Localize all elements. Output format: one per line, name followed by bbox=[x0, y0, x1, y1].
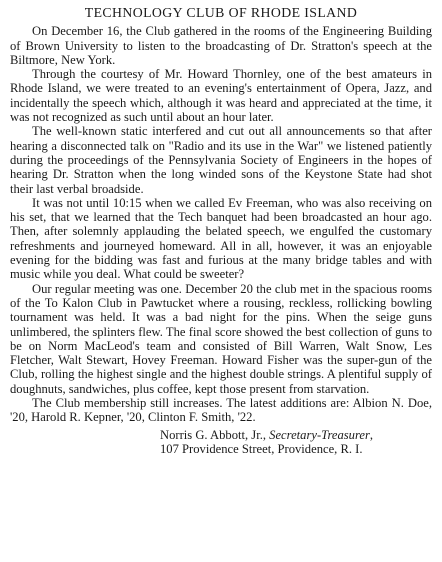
signature-address: 107 Providence Street, Providence, R. I. bbox=[160, 441, 363, 456]
signature-role: Secretary-Treasurer bbox=[269, 427, 370, 442]
paragraph-static-interference: The well-known static interfered and cut out all announcements so that after hearing a disconnected talk on "Radio and its use in the War" we listened patiently during the proceedings of the Pennsylvania Society of Engineers in the hopes of hearing Dr. Stratton when the long winded sons of the Keystone State had shot their last verbal broadside. bbox=[10, 124, 432, 196]
paragraph-thornley-courtesy: Through the courtesy of Mr. Howard Thornley, one of the best amateurs in Rhode Island, we were treated to an evening's entertainment of Opera, Jazz, and incidentally the speech which, although it was heard and appreciated at the time, it was not recognized as such until about an hour later. bbox=[10, 67, 432, 125]
signature-name: Norris G. Abbott, Jr., bbox=[160, 427, 270, 442]
paragraph-membership: The Club membership still increases. The latest additions are: Albion N. Doe, '20, Harold R. Kepner, '20, Clinton F. Smith, '22. bbox=[10, 396, 432, 425]
paragraph-bowling-meeting: Our regular meeting was one. December 20 the club met in the spacious rooms of the To Kalon Club in Pawtucket where a rousing, reckless, rollicking bowling tournament was held. It was a bad night for the pins. When the seige guns unlimbered, the splinters flew. The final score showed the best collection of guns to be on Norm MacLeod's team and consisted of Bill Warren, Walt Snow, Les Fletcher, Walt Stewart, Hovey Freeman. Howard Fisher was the super-gun of the Club, rolling the highest single and the highest double strings. A plentiful supply of doughnuts, sandwiches, plus coffee, kept those present from starvation. bbox=[10, 281, 432, 396]
article-title: TECHNOLOGY CLUB OF RHODE ISLAND bbox=[84, 5, 358, 20]
paragraph-broadcast-gathering: On December 16, the Club gathered in the rooms of the Engineering Building of Brown University to listen to the broadcasting of Dr. Stratton's speech at the Biltmore, New York. bbox=[10, 24, 432, 67]
signature-line bbox=[160, 428, 432, 442]
signature-block bbox=[160, 428, 432, 457]
paragraph-freeman-call: It was not until 10:15 when we called Ev Freeman, who was also receiving on his set, that we learned that the Tech banquet had been broadcasted an hour ago. Then, after solemnly applauding the belated speech, we engulfed the customary refreshments and journeyed homeward. All in all, however, it was an enjoyable evening for the bidding was fast and furious at the many bridge tables and with music while you deal. What could be sweeter? bbox=[10, 195, 432, 282]
signature-role-suffix: , bbox=[369, 427, 374, 442]
